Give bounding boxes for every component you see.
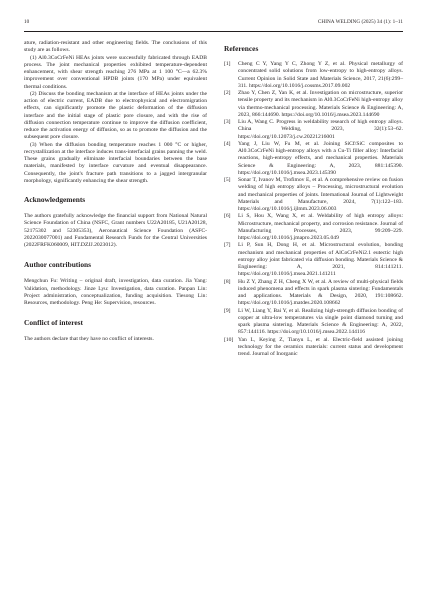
author-contributions-text: Mengchun Fu: Writing – original draft, investigation, data curation. Jia Yang: Validation, methodology. Jinze Lyu: Investigation, data curation. Panpan Lin: Project administration, conceptualization, funding acquisition. Tiesong Lin: Resources, methodology. Peng He: Supervision, resources.	[24, 278, 207, 306]
reference-number: [10]	[224, 336, 234, 343]
reference-text: Yan L, Keying Z, Tianyu L, et al. Electric-field assisted joining technology for the ceramics materials: current status and development trend. Journal of Inorganic	[238, 336, 403, 357]
reference-text: Li P, Sun H, Dong H, et al. Microstructural evolution, bonding mechanism and mechanical properties of AlCoCrFeNi2.1 eutectic high entropy alloy joint fabricated via diffusion bonding. Materials Science & Engineering: A, 2021, 814:141211. https://doi.org/10.1016/j.msea.2021.141211	[238, 242, 403, 278]
journal-reference: CHINA WELDING (2025) 34 (1): 1–11	[317, 19, 403, 25]
reference-item	[224, 90, 403, 119]
left-column	[24, 40, 207, 344]
reference-number: [3]	[224, 119, 231, 125]
header-rule	[24, 31, 403, 32]
reference-item	[224, 213, 403, 242]
reference-text: Cheng C Y, Yang Y C, Zhong Y Z, et al. Physical metallurgy of concentrated solid solutions from low-entropy to high-entropy alloys. Current Opinion in Solid State and Materials Science, 2017, 21(6):299–311. https://doi.org/10.1016/j.cossms.2017.09.002	[238, 61, 403, 89]
reference-list	[224, 61, 403, 358]
reference-number: [4]	[224, 140, 231, 147]
reference-number: [7]	[224, 242, 231, 249]
acknowledgements-heading: Acknowledgements	[24, 195, 86, 204]
reference-text: Li S, Hou X, Wang X, et al. Weldability of high entropy alloys: Microstructure, mechanical property, and corrosion resistance. Journal of Manufacturing Processes, 2023, 99:209–229. https://doi.org/10.1016/j.jmapro.2023.05.049	[238, 213, 403, 241]
reference-number: [6]	[224, 213, 231, 220]
reference-number: [1]	[224, 61, 231, 67]
intro-paragraph: ature, radiation-resistant and other engineering fields. The conclusions of this study are as follows.	[24, 40, 207, 54]
reference-number: [8]	[224, 278, 231, 285]
reference-text: Li W, Liang Y, Bai Y, et al. Realizing high-strength diffusion bonding of copper at ultra-low temperatures via single point diamond turning and spark plasma sintering. Materials Science & Engineering: A, 2022, 857:144116. https://doi.org/10.1016/j.msea.2022.144116	[238, 307, 403, 336]
reference-text: Sonar T, Ivanov M, Trofimov E, et al. A comprehensive review on fusion welding of high entropy alloys – Processing, microstructural evolution and mechanical properties of joints. International Journal of Lightweight Materials and Manufacture, 2024, 7(1):122–183. https://doi.org/10.1016/j.ijlmm.2023.06.003	[238, 177, 403, 212]
reference-number: [5]	[224, 177, 231, 183]
reference-item	[224, 119, 403, 141]
reference-text: Liu A, Wang C. Progress in weldability research of high entropy alloys. China Welding, 2023, 32(1):53–62. https://doi.org/10.12073/j.cw.20221216001	[238, 119, 403, 140]
reference-item	[224, 337, 403, 359]
reference-item	[224, 141, 403, 177]
reference-item	[224, 242, 403, 278]
conclusion-2: (2) Discuss the bonding mechanism at the interface of HEAs joints under the action of electric current, EADB due to electrophysical and electromigration effects, can significantly promote the plastic deformation of the diffusion interface and the initial stage of plastic pore closure, and with the rise of diffusion connection temperature continue to improve the diffusion coefficient, reduce the activation energy of diffusion, so as to promote the diffusion and the subsequent pore closure.	[24, 90, 207, 141]
page-number: 10	[24, 19, 30, 25]
reference-item	[224, 61, 403, 90]
author-contributions-heading: Author contributions	[24, 260, 92, 270]
references-heading: References	[224, 44, 259, 53]
reference-text: Hu Z Y, Zhang Z H, Cheng X W, et al. A review of multi-physical fields induced phenomena and effects in spark plasma sintering: Fundamentals and applications. Materials & Design, 2020, 191:108662. https://doi.org/10.1016/j.matdes.2020.108662	[238, 278, 403, 307]
conclusion-3: (3) When the diffusion bonding temperature reaches 1 000 °C or higher, recrystallization at the interface induces trans-interfacial grains panning the weld. These grains gradually eliminate interfacial boundaries between the base materials, manifested by interface curvature and eventual disappearance. Consequently, the joint's fracture path transitions to a jagged intergranular morphology, significantly enhancing the shear strength.	[24, 141, 207, 184]
references-column	[224, 40, 403, 358]
reference-text: Zhao Y, Chen Z, Yan K, et al. Investigation on microstructure, superior tensile property and its mechanism in Al0.3CoCrFeNi high-entropy alloy via thermo-mechanical processing. Materials Science & Engineering: A, 2023, 866:144690. https://doi.org/10.1016/j.msea.2023.144690	[238, 90, 403, 118]
reference-item	[224, 308, 403, 337]
reference-item	[224, 177, 403, 213]
reference-text: Yang J, Liu W, Fu M, et al. Joining SiCf/SiC composites to Al0.3CoCrFeNi high-entropy alloys with a Cu-Ti filler alloy: Interfacial reactions, high-entropy effects, and mechanical properties. Materials Science & Engineering: A, 2023, 881:145390. https://doi.org/10.1016/j.msea.2023.145390	[238, 140, 403, 176]
conflict-of-interest-text: The authors declare that they have no conflict of interests.	[24, 336, 154, 343]
acknowledgements-text: The authors gratefully acknowledge the financial support from National Natural Science Foundation of China (NSFC, Grant numbers U22A20185, U21A20128, 52175302 and 52305353), Aeronautical Science Foundation (ASFC-2022030077001) and Fundamental Research Funds for the Central Universities (2022FRFK060009, HIT.DZJJ.2023012).	[24, 213, 207, 248]
conflict-of-interest-heading: Conflict of interest	[24, 318, 83, 328]
reference-number: [2]	[224, 90, 231, 96]
reference-item	[224, 279, 403, 308]
reference-number: [9]	[224, 307, 231, 314]
conclusion-1: (1) Al0.3CoCrFeNi HEAs joints were successfully fabricated through EADB process. The joint mechanical properties exhibited temperature-dependent enhancement, with shear strength reaching 276 MPa at 1 100 °C—a 62.3% improvement over conventional HPDB joints (170 MPa) under equivalent thermal conditions.	[24, 54, 207, 90]
